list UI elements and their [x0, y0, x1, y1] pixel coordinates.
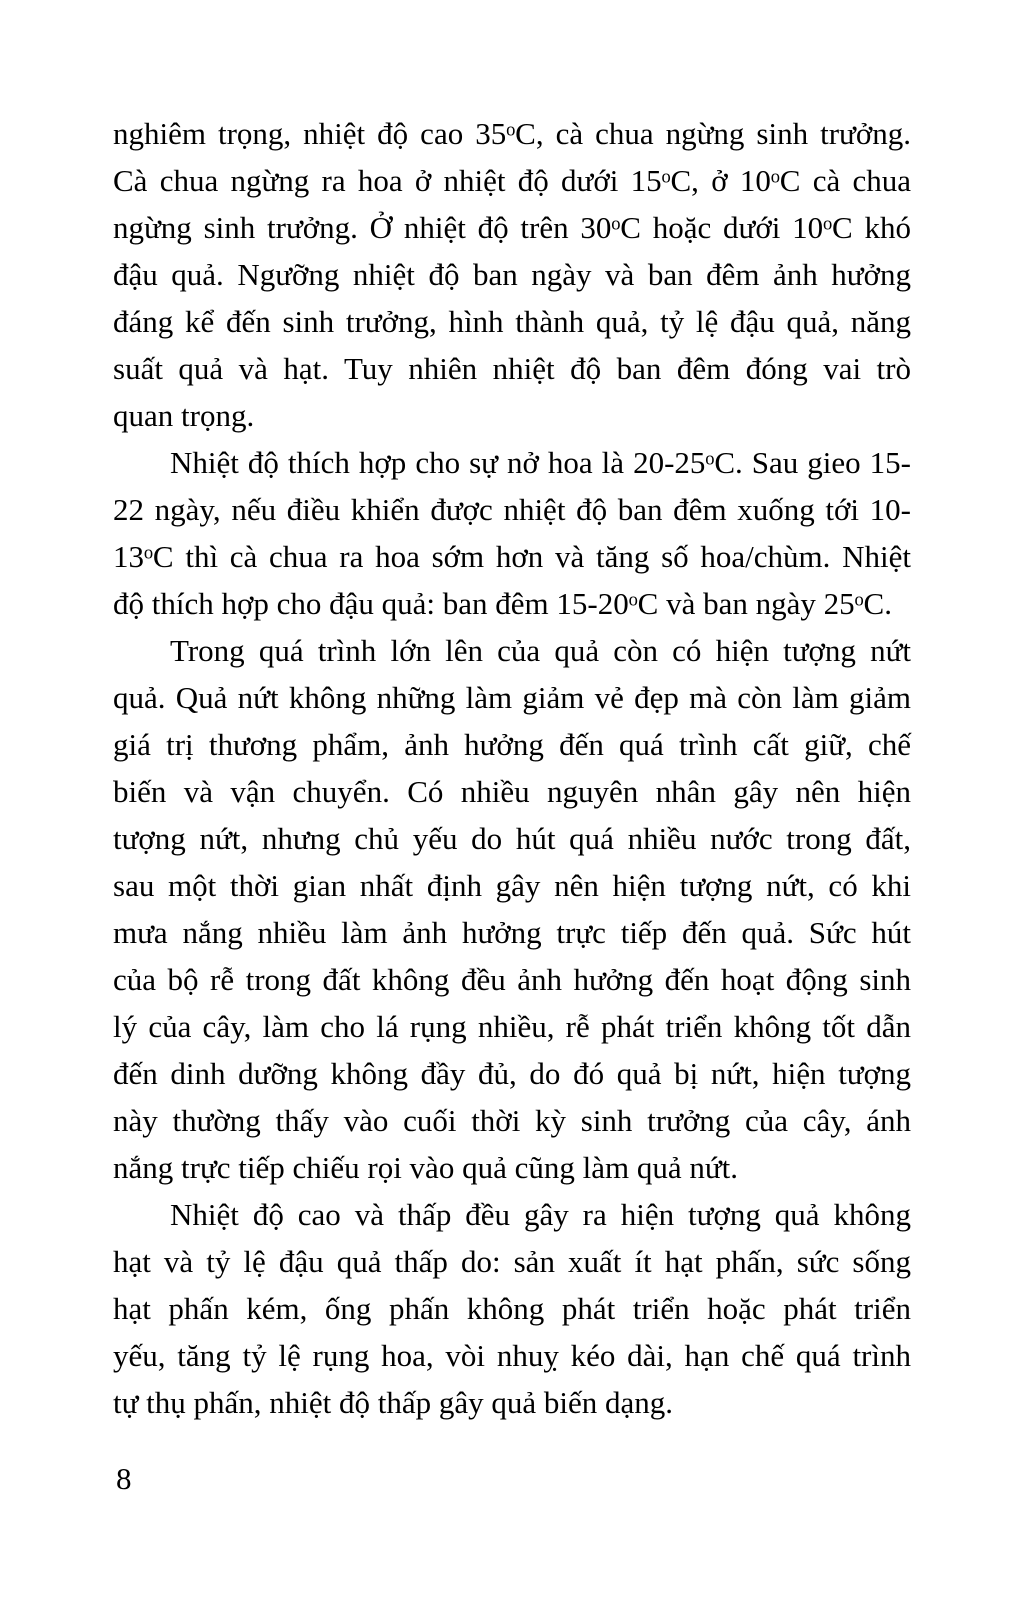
- text-line: mưa nắng nhiều làm ảnh hưởng trực tiếp đến quả. Sức hút: [113, 915, 911, 950]
- text-line: đáng kể đến sinh trưởng, hình thành quả, tỷ lệ đậu quả, năng: [113, 304, 911, 339]
- text-line: Nhiệt độ cao và thấp đều gây ra hiện tượng quả không: [170, 1197, 911, 1232]
- paragraph-seedless-fruit: [113, 1191, 911, 1426]
- paragraph-flowering-temperature: [113, 439, 911, 627]
- text-line: Trong quá trình lớn lên của quả còn có hiện tượng nứt: [170, 633, 911, 668]
- text-line: nắng trực tiếp chiếu rọi vào quả cũng làm quả nứt.: [113, 1150, 738, 1185]
- text-line: hạt phấn kém, ống phấn không phát triển hoặc phát triển: [113, 1291, 911, 1326]
- text-line: giá trị thương phẩm, ảnh hưởng đến quá trình cất giữ, chế: [113, 727, 911, 762]
- text-line: lý của cây, làm cho lá rụng nhiều, rễ phát triển không tốt dẫn: [113, 1009, 911, 1044]
- text-line: đến dinh dưỡng không đầy đủ, do đó quả bị nứt, hiện tượng: [113, 1056, 911, 1091]
- text-line: 22 ngày, nếu điều khiển được nhiệt độ ban đêm xuống tới 10-: [113, 492, 911, 527]
- text-line: của bộ rễ trong đất không đều ảnh hưởng đến hoạt động sinh: [113, 962, 911, 997]
- text-line: biến và vận chuyển. Có nhiều nguyên nhân gây nên hiện: [113, 774, 911, 809]
- text-line: quan trọng.: [113, 398, 255, 433]
- text-line: suất quả và hạt. Tuy nhiên nhiệt độ ban đêm đóng vai trò: [113, 351, 911, 386]
- text-line: ngừng sinh trưởng. Ở nhiệt độ trên 30ᵒC hoặc dưới 10ᵒC khó: [113, 210, 911, 245]
- text-line: tự thụ phấn, nhiệt độ thấp gây quả biến dạng.: [113, 1385, 674, 1420]
- text-line: tượng nứt, nhưng chủ yếu do hút quá nhiều nước trong đất,: [113, 821, 911, 856]
- text-line: này thường thấy vào cuối thời kỳ sinh trưởng của cây, ánh: [113, 1103, 911, 1138]
- paragraph-temperature-growth: [113, 110, 911, 439]
- paragraph-fruit-cracking: [113, 627, 911, 1191]
- text-line: độ thích hợp cho đậu quả: ban đêm 15-20ᵒC và ban ngày 25ᵒC.: [113, 586, 892, 621]
- text-line: nghiêm trọng, nhiệt độ cao 35ᵒC, cà chua ngừng sinh trưởng.: [113, 116, 911, 151]
- text-line: yếu, tăng tỷ lệ rụng hoa, vòi nhuỵ kéo dài, hạn chế quá trình: [113, 1338, 911, 1373]
- text-line: Cà chua ngừng ra hoa ở nhiệt độ dưới 15ᵒC, ở 10ᵒC cà chua: [113, 163, 911, 198]
- text-line: sau một thời gian nhất định gây nên hiện tượng nứt, có khi: [113, 868, 911, 903]
- text-line: đậu quả. Ngưỡng nhiệt độ ban ngày và ban đêm ảnh hưởng: [113, 257, 911, 292]
- text-line: hạt và tỷ lệ đậu quả thấp do: sản xuất ít hạt phấn, sức sống: [113, 1244, 911, 1279]
- text-line: quả. Quả nứt không những làm giảm vẻ đẹp mà còn làm giảm: [113, 680, 911, 715]
- page-text-block: [113, 110, 911, 1426]
- page-number: 8: [116, 1461, 132, 1496]
- text-line: Nhiệt độ thích hợp cho sự nở hoa là 20-25ᵒC. Sau gieo 15-: [170, 445, 911, 480]
- text-line: 13ᵒC thì cà chua ra hoa sớm hơn và tăng số hoa/chùm. Nhiệt: [113, 539, 911, 574]
